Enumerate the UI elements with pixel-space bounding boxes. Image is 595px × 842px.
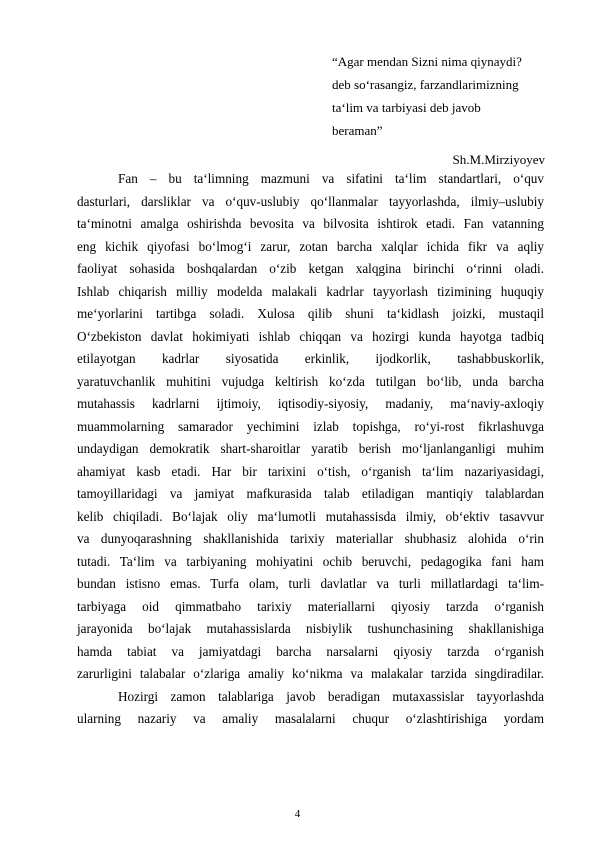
paragraph-1 <box>77 168 544 686</box>
text-line: dasturlari, darsliklar va o‘quv-uslubiy qo‘llanmalar tayyorlashda, ilmiy–uslubiy <box>77 193 544 209</box>
epigraph-line: deb so‘rasangiz, farzandlarimizning <box>332 77 519 92</box>
text-line: undaydigan demokratik shart-sharoitlar yaratib berish mo‘ljanlanganligi muhim <box>77 441 544 456</box>
text-line: kelib chiqiladi. Bo‘lajak oliy ma‘lumotli mutahassisda ilmiy, ob‘ektiv tasavvur <box>77 508 544 524</box>
text-line: muammolarning samarador yechimini izlab topishga, ro‘yi-rost fikrlashuvga <box>77 418 544 434</box>
text-line: tutadi. Ta‘lim va tarbiyaning mohiyatini ochib beruvchi, pedagogika fani ham <box>77 553 544 569</box>
text-line: Ishlab chiqarish milliy modelda malakali kadrlar tayyorlash tizimining huquqiy <box>77 283 544 299</box>
text-line: O‘zbekiston davlat hokimiyati ishlab chiqqan va hozirgi kunda hayotga tadbiq <box>77 328 544 344</box>
text-line: ularning nazariy va amaliy masalalarni chuqur o‘zlashtirishiga yordam <box>77 711 544 726</box>
text-line: hamda tabiat va jamiyatdagi barcha narsalarni qiyosiy tarzda o‘rganish <box>77 643 544 659</box>
epigraph-line: “Agar mendan Sizni nima qiynaydi? <box>332 54 522 69</box>
text-line: Hozirgi zamon talablariga javob beradigan mutaxassislar tayyorlashda <box>118 688 544 704</box>
epigraph <box>332 50 547 142</box>
epigraph-line: beraman” <box>332 123 383 138</box>
text-line: faoliyat sohasida boshqalardan o‘zib ketgan xalqgina birinchi o‘rinni oladi. <box>77 261 544 276</box>
epigraph-author: Sh.M.Mirziyoyev <box>452 152 545 167</box>
text-line: Fan – bu ta‘limning mazmuni va sifatini ta‘lim standartlari, o‘quv <box>118 171 544 186</box>
text-line: eng kichik qiyofasi bo‘lmog‘i zarur, zotan barcha xalqlar ichida fikr va aqliy <box>77 238 544 254</box>
paragraph-2 <box>77 686 544 731</box>
text-line: mutahassis kadrlarni ijtimoiy, iqtisodiy-siyosiy, madaniy, ma‘naviy-axloqiy <box>77 396 544 411</box>
text-line: bundan istisno emas. Turfa olam, turli davlatlar va turli millatlardagi ta‘lim- <box>77 576 544 591</box>
text-line: jarayonida bo‘lajak mutahassislarda nisbiylik tushunchasining shakllanishiga <box>77 621 544 636</box>
text-line: va dunyoqarashning shakllanishida tarixiy materiallar shubhasiz alohida o‘rin <box>77 531 544 546</box>
text-line: me‘yorlarini tartibga soladi. Xulosa qilib shuni ta‘kidlash joizki, mustaqil <box>77 306 544 321</box>
body-text <box>77 168 544 731</box>
text-line: etilayotgan kadrlar siyosatida erkinlik, ijodkorlik, tashabbuskorlik, <box>77 351 544 366</box>
epigraph-line: ta‘lim va tarbiyasi deb javob <box>332 100 481 115</box>
text-line: yaratuvchanlik muhitini vujudga keltirish ko‘zda tutilgan bo‘lib, unda barcha <box>77 373 544 389</box>
page-number: 4 <box>294 808 301 820</box>
text-line: ta‘minotni amalga oshirishda bevosita va bilvosita ishtirok etadi. Fan vatanning <box>77 216 544 231</box>
text-line: tamoyillaridagi va jamiyat mafkurasida talab etiladigan mantiqiy talablardan <box>77 486 544 501</box>
text-line: zarurligini talabalar o‘zlariga amaliy ko‘nikma va malakalar tarzida singdiradilar. <box>77 666 544 681</box>
text-line: tarbiyaga oid qimmatbaho tarixiy materiallarni qiyosiy tarzda o‘rganish <box>77 598 544 614</box>
text-line: ahamiyat kasb etadi. Har bir tarixini o‘tish, o‘rganish ta‘lim nazariyasidagi, <box>77 463 544 479</box>
